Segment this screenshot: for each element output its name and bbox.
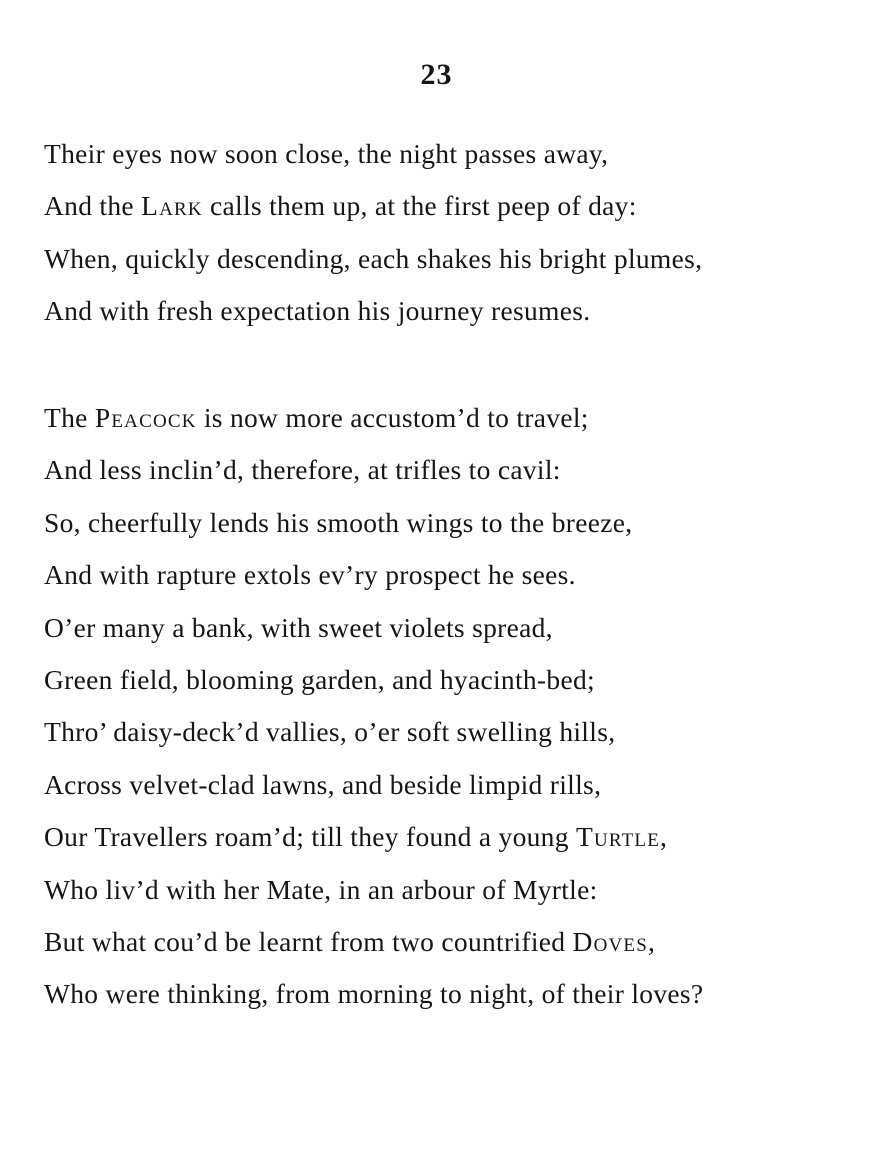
poem-line [44,392,844,444]
line-text: So, cheerfully lends his smooth wings to the breeze, [44,506,633,538]
poem-line [44,811,844,863]
line-text: When, quickly descending, each shakes his bright plumes, [44,242,703,274]
poem-line [44,285,844,337]
stanza-1 [44,128,844,338]
line-text: And with fresh expectation his journey resumes. [44,295,591,327]
poem-line [44,233,844,285]
line-text: And with rapture extols ev’ry prospect he sees. [44,559,576,591]
poem-line [44,916,844,968]
small-caps-name: Doves [572,925,648,957]
poem-line [44,864,844,916]
line-text: Thro’ daisy-deck’d vallies, o’er soft swelling hills, [44,716,616,748]
line-text: Who were thinking, from morning to night, of their loves? [44,978,704,1010]
line-text: calls them up, at the first peep of day: [202,190,637,222]
line-text: Their eyes now soon close, the night passes away, [44,138,609,169]
page-number: 23 [420,58,453,91]
line-text: Who liv’d with her Mate, in an arbour of Myrtle: [44,873,598,905]
poem-line [44,706,844,758]
line-text: But what cou’d be learnt from two countrified [44,925,573,957]
poem-line [44,602,844,654]
small-caps-name: Peacock [94,402,197,433]
line-text: The [44,402,95,433]
line-text: Green field, blooming garden, and hyacinth-bed; [44,663,595,695]
poem-line [44,654,844,706]
line-text: , [648,925,656,957]
line-text: Our Travellers roam’d; till they found a young [44,821,576,853]
poem-line [44,497,844,549]
poem-line [44,128,844,180]
line-text: O’er many a bank, with sweet violets spread, [44,611,553,643]
line-text: is now more accustom’d to travel; [196,402,589,433]
poem-line [44,180,844,232]
poem-line [44,968,844,1020]
line-text: , [660,821,668,853]
poem-line [44,759,844,811]
small-caps-name: Turtle [575,821,661,853]
line-text: And less inclin’d, therefore, at trifles to cavil: [44,454,561,486]
poem-line [44,549,844,601]
line-text: Across velvet-clad lawns, and beside limpid rills, [44,768,602,800]
poem-line [44,444,844,496]
stanza-2 [44,392,844,1021]
line-text: And the [44,190,142,222]
small-caps-name: Lark [141,190,203,222]
